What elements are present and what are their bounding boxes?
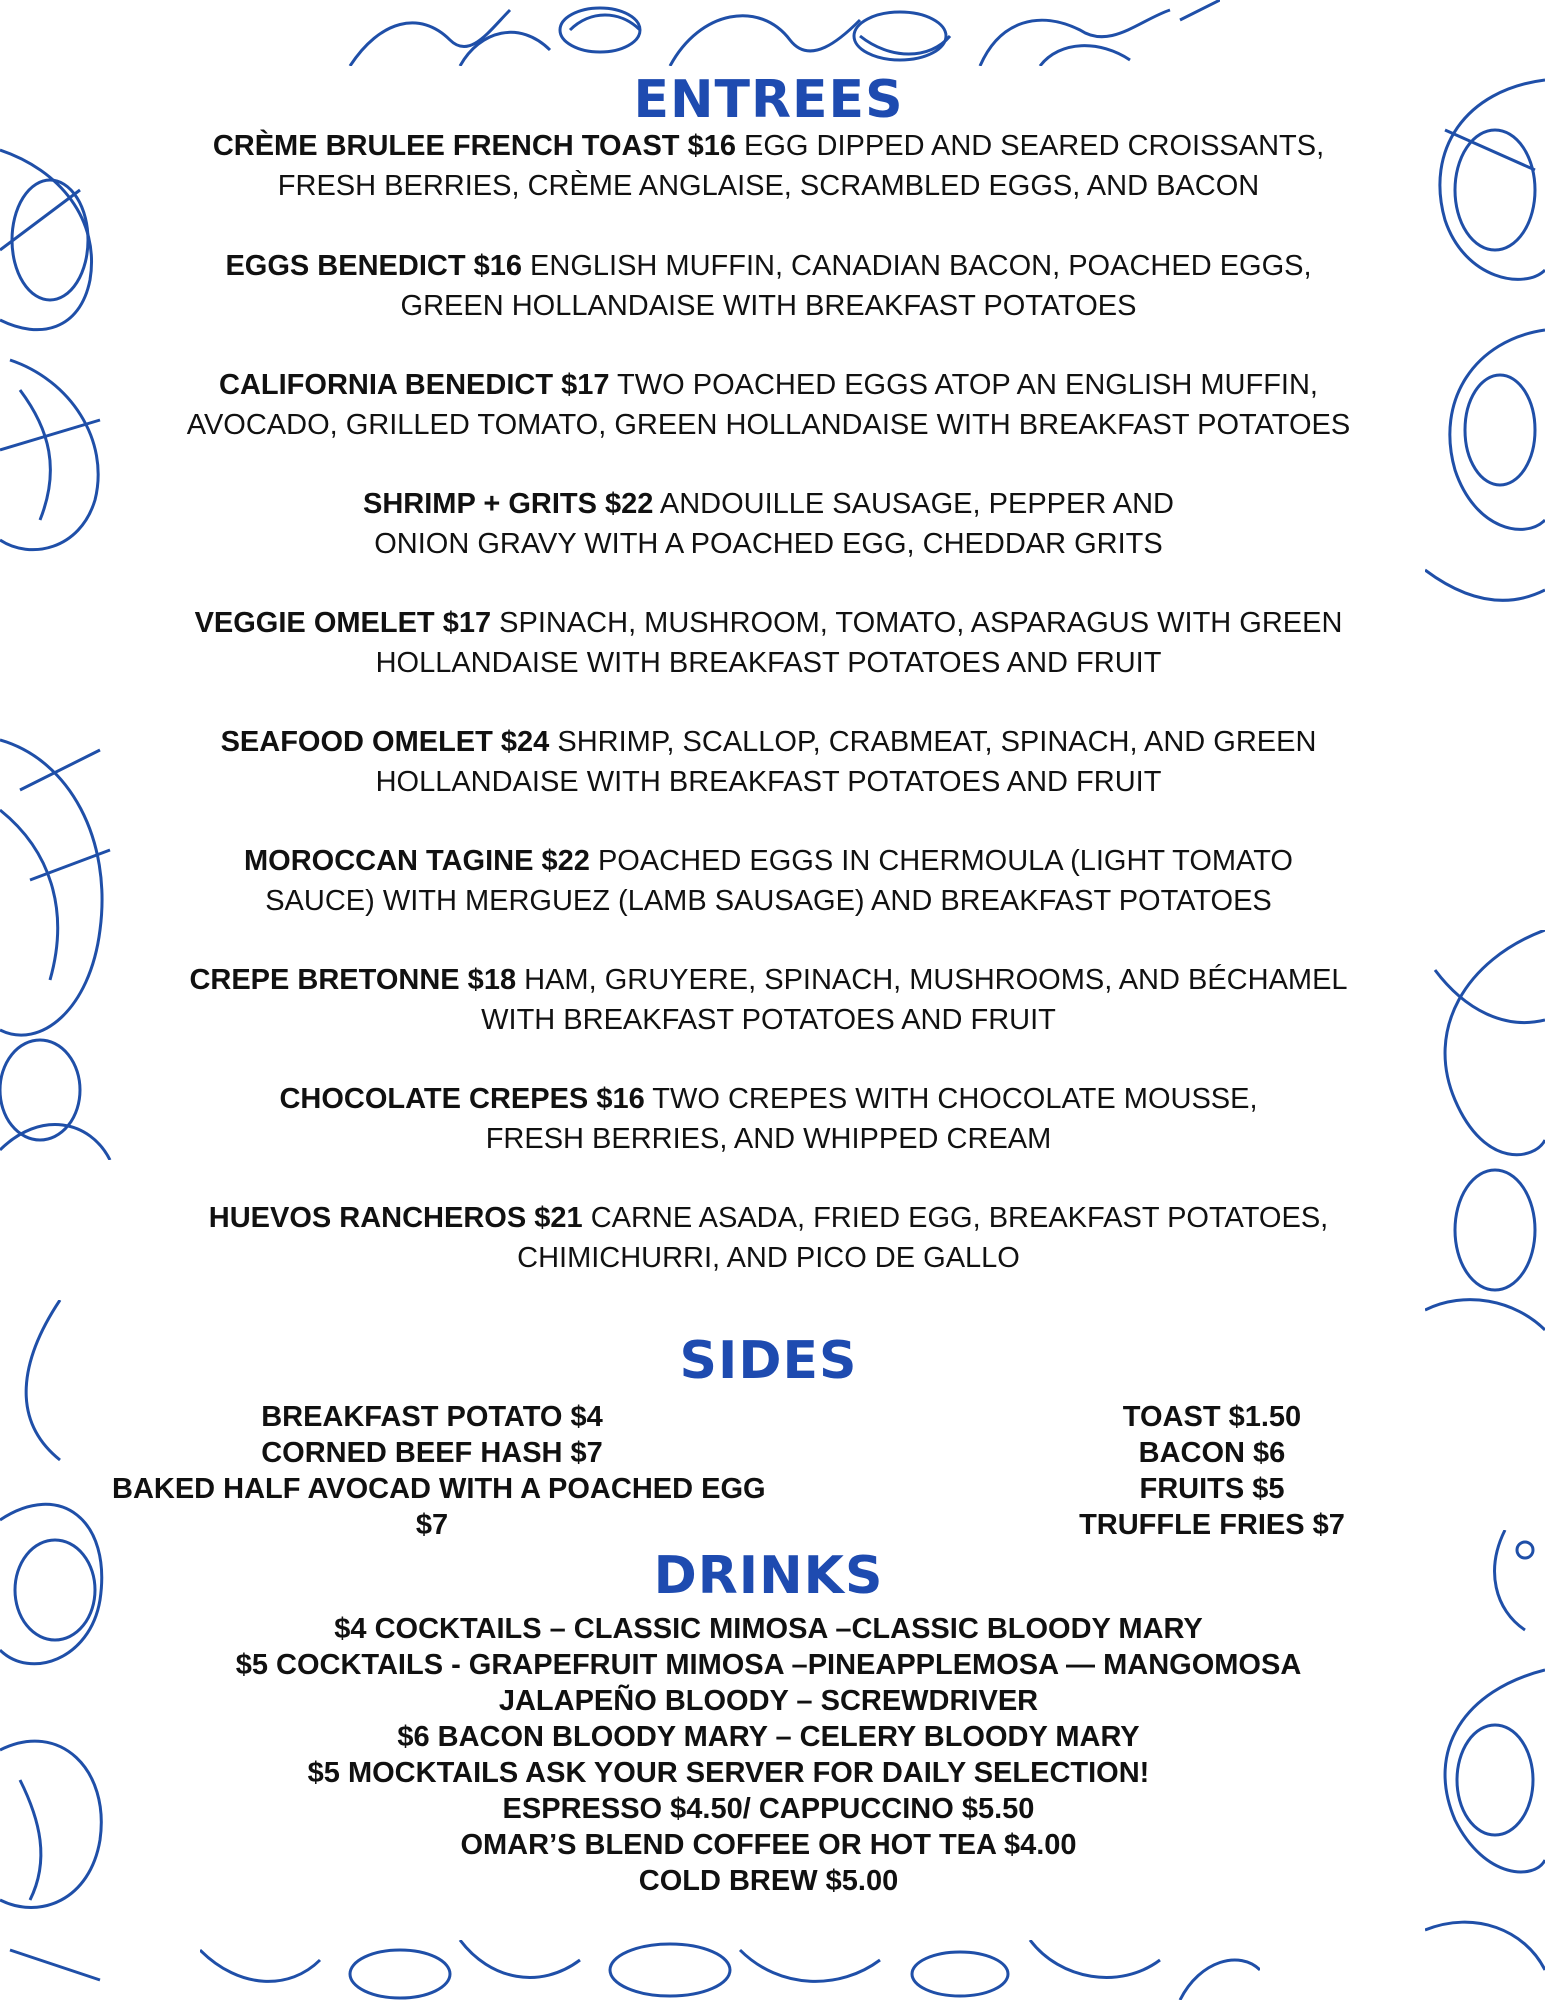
sides-heading: SIDES: [679, 1331, 858, 1391]
entree-name: CRÈME BRULEE FRENCH TOAST $16: [212, 130, 736, 162]
entree-description: CARNE ASADA, FRIED EGG, BREAKFAST POTATOES,: [590, 1202, 1329, 1234]
entree-name: EGGS BENEDICT $16: [225, 250, 522, 282]
entree-description: FRESH BERRIES, AND WHIPPED CREAM: [485, 1123, 1052, 1155]
entrees-heading: ENTREES: [633, 70, 904, 130]
side-item: TRUFFLE FRIES $7: [1079, 1509, 1345, 1541]
entree-name: CALIFORNIA BENEDICT $17: [219, 369, 610, 401]
entree-name: VEGGIE OMELET $17: [194, 607, 492, 639]
side-item: FRUITS $5: [1139, 1473, 1285, 1505]
entree-item: [112, 365, 1425, 445]
entree-description: HOLLANDAISE WITH BREAKFAST POTATOES AND FRUIT: [375, 647, 1162, 679]
drink-line: JALAPEÑO BLOODY – SCREWDRIVER: [498, 1685, 1039, 1717]
drink-line: $5 MOCKTAILS ASK YOUR SERVER FOR DAILY SELECTION!: [307, 1757, 1150, 1789]
entree-description: FRESH BERRIES, CRÈME ANGLAISE, SCRAMBLED EGGS, AND BACON: [277, 170, 1260, 202]
entree-description: TWO CREPES WITH CHOCOLATE MOUSSE,: [652, 1083, 1258, 1115]
sides-left-column: [112, 1399, 766, 1543]
entree-item: [112, 484, 1425, 564]
entree-description: HAM, GRUYERE, SPINACH, MUSHROOMS, AND BÉCHAMEL: [524, 964, 1348, 996]
floral-border-right-bottom: [1425, 1530, 1545, 2000]
entree-name: CHOCOLATE CREPES $16: [279, 1083, 645, 1115]
entree-description: SAUCE) WITH MERGUEZ (LAMB SAUSAGE) AND BREAKFAST POTATOES: [265, 885, 1272, 917]
entree-item: [112, 246, 1425, 326]
floral-border-right-top: [1425, 70, 1545, 630]
drink-line: ESPRESSO $4.50/ CAPPUCCINO $5.50: [502, 1793, 1035, 1825]
entree-description: WITH BREAKFAST POTATOES AND FRUIT: [481, 1004, 1056, 1036]
drink-line: $6 BACON BLOODY MARY – CELERY BLOODY MARY: [397, 1721, 1140, 1753]
floral-border-left-middle: [0, 730, 112, 1160]
entree-item: [112, 722, 1425, 802]
entree-description: ENGLISH MUFFIN, CANADIAN BACON, POACHED EGGS,: [530, 250, 1312, 282]
entree-description: CHIMICHURRI, AND PICO DE GALLO: [517, 1242, 1020, 1274]
drink-line: COLD BREW $5.00: [638, 1865, 899, 1897]
floral-border-top: [340, 0, 1220, 66]
drink-line: $4 COCKTAILS – CLASSIC MIMOSA –CLASSIC BLOODY MARY: [334, 1613, 1203, 1645]
drink-line: $5 COCKTAILS - GRAPEFRUIT MIMOSA –PINEAPPLEMOSA — MANGOMOSA: [235, 1649, 1302, 1681]
side-item: $7: [415, 1509, 449, 1541]
side-item: BREAKFAST POTATO $4: [261, 1401, 603, 1433]
sides-right-column: [1002, 1399, 1422, 1543]
entree-item: [112, 1079, 1425, 1159]
entree-item: [112, 603, 1425, 683]
floral-border-right-middle: [1425, 930, 1545, 1350]
floral-border-left-top: [0, 130, 112, 580]
drink-line: OMAR’S BLEND COFFEE OR HOT TEA $4.00: [460, 1829, 1077, 1861]
menu-panel: [112, 66, 1425, 1940]
entree-item: [112, 960, 1425, 1040]
drinks-list: [112, 1611, 1425, 1899]
entree-description: ONION GRAVY WITH A POACHED EGG, CHEDDAR GRITS: [374, 528, 1163, 560]
entree-description: HOLLANDAISE WITH BREAKFAST POTATOES AND FRUIT: [375, 766, 1162, 798]
side-item: BAKED HALF AVOCAD WITH A POACHED EGG: [112, 1473, 766, 1505]
entree-description: SHRIMP, SCALLOP, CRABMEAT, SPINACH, AND GREEN: [557, 726, 1317, 758]
entree-name: MOROCCAN TAGINE $22: [243, 845, 590, 877]
entree-name: SHRIMP + GRITS $22: [363, 488, 654, 520]
entree-description: EGG DIPPED AND SEARED CROISSANTS,: [744, 130, 1325, 162]
entree-name: CREPE BRETONNE $18: [189, 964, 517, 996]
entree-name: HUEVOS RANCHEROS $21: [208, 1202, 583, 1234]
side-item: CORNED BEEF HASH $7: [261, 1437, 603, 1469]
side-item: BACON $6: [1138, 1437, 1286, 1469]
side-item: TOAST $1.50: [1122, 1401, 1302, 1433]
entree-item: [112, 126, 1425, 206]
entree-name: SEAFOOD OMELET $24: [220, 726, 550, 758]
entree-item: [112, 841, 1425, 921]
entree-description: POACHED EGGS IN CHERMOULA (LIGHT TOMATO: [597, 845, 1293, 877]
entree-item: [112, 1198, 1425, 1278]
entree-description: GREEN HOLLANDAISE WITH BREAKFAST POTATOES: [400, 290, 1137, 322]
entree-description: AVOCADO, GRILLED TOMATO, GREEN HOLLANDAISE WITH BREAKFAST POTATOES: [186, 409, 1351, 441]
floral-border-bottom: [200, 1940, 1260, 2000]
entree-description: SPINACH, MUSHROOM, TOMATO, ASPARAGUS WITH GREEN: [499, 607, 1343, 639]
entree-description: TWO POACHED EGGS ATOP AN ENGLISH MUFFIN,: [617, 369, 1318, 401]
entree-description: ANDOUILLE SAUSAGE, PEPPER AND: [659, 488, 1174, 520]
floral-border-left-bottom: [0, 1300, 112, 2000]
drinks-heading: DRINKS: [653, 1546, 884, 1606]
